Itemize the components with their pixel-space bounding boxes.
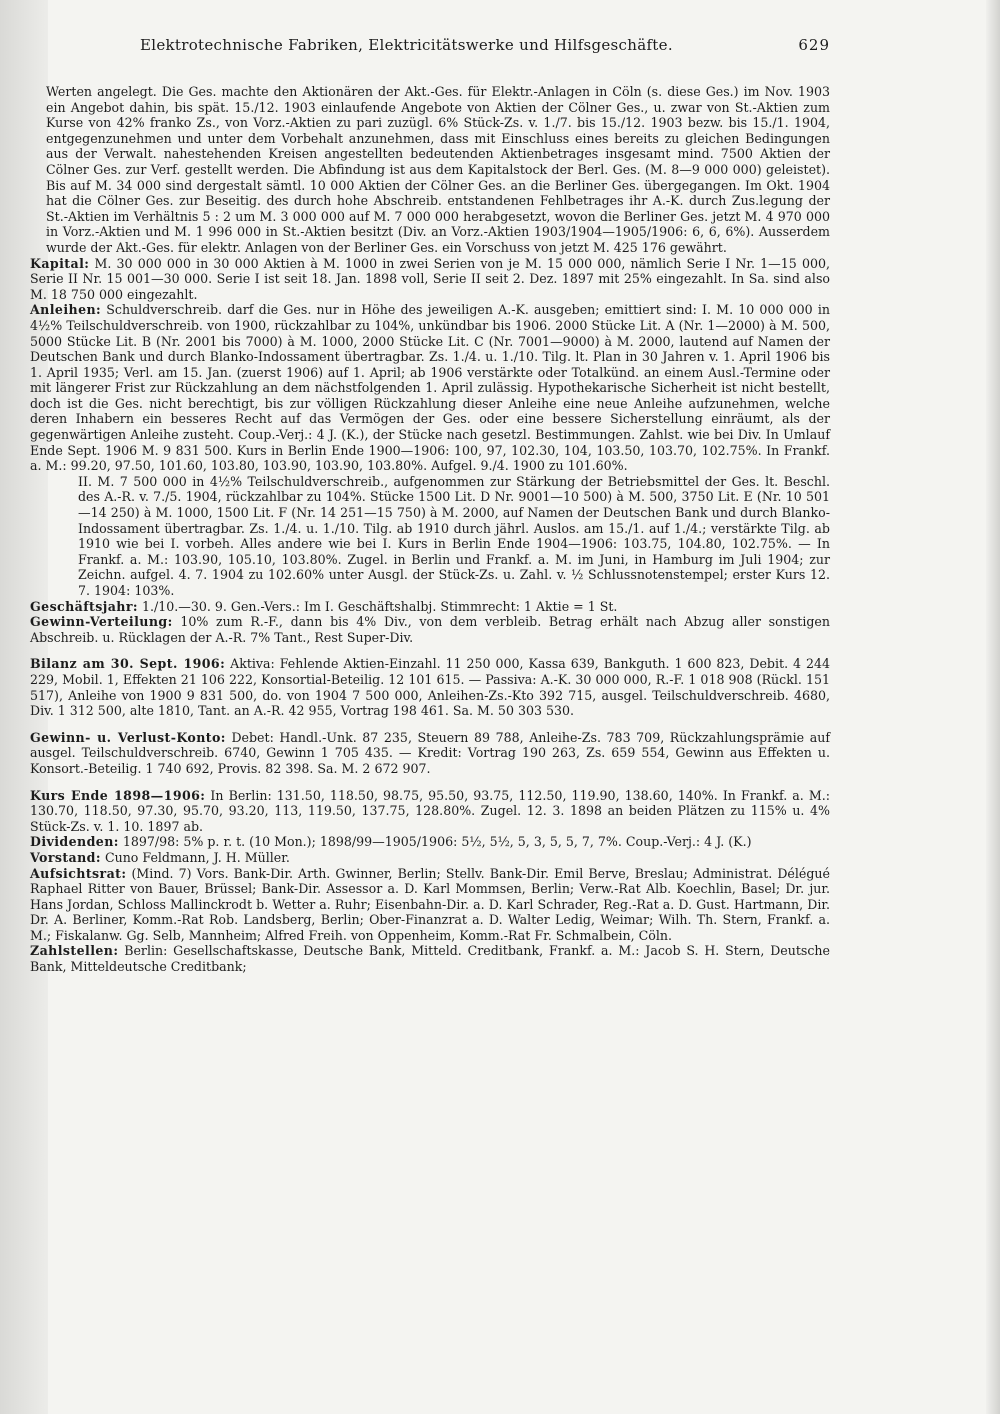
section-label: Anleihen: (30, 302, 102, 318)
paragraph (30, 614, 830, 645)
section-label: Gewinn-Verteilung: (30, 614, 173, 630)
paragraph-text: Aktiva: Fehlende Aktien-Einzahl. 11 250 000, Kassa 639, Bankguth. 1 600 823, Debit. 4 244 229, Mobil. 1, Effekten 21 106 222, Konsortial-Beteilig. 12 101 615. — Passiva: A.-K. 30 000 000, R.-F. 1 018 908 (Rückl. 151 517), Anleihe von 1900 9 831 500, do. von 1904 7 500 000, Anleihen-Zs.-Kto 392 715, ausgel. Teilschuldverschreib. 4680, Div. 1 312 500, alte 1810, Tant. an A.-R. 42 955, Vortrag 198 461. Sa. M. 50 303 530. (30, 656, 830, 719)
paragraph (30, 84, 830, 256)
paragraph (30, 850, 830, 866)
paragraph-text: 1./10.—30. 9. Gen.-Vers.: Im I. Geschäftshalbj. Stimmrecht: 1 Aktie = 1 St. (141, 598, 618, 614)
paragraph (30, 943, 830, 974)
paragraph (30, 730, 830, 777)
page-number: 629 (798, 36, 830, 54)
paragraph (30, 256, 830, 303)
section-label: Aufsichtsrat: (30, 865, 127, 881)
section-label: Bilanz am 30. Sept. 1906: (30, 656, 226, 672)
paragraph-text: Berlin: Gesellschaftskasse, Deutsche Bank, Mitteld. Creditbank, Frankf. a. M.: Jacob S. H. Stern, Deutsche Bank, Mitteldeutsche Creditbank; (30, 943, 830, 975)
paragraph-text: Schuldverschreib. darf die Ges. nur in Höhe des jeweiligen A.-K. ausgeben; emittiert sind: I. M. 10 000 000 in 4½% Teilschuldverschreib. von 1900, rückzahlbar zu 104%, unkündbar bis 1906. 2000 Stücke Lit. A (Nr. 1—2000) à M. 500, 5000 Stücke Lit. B (Nr. 2001 bis 7000) à M. 1000, 2000 Stücke Lit. C (Nr. 7001—9000) à M. 2000, lautend auf Namen der Deutschen Bank und durch Blanko-Indossament übertragbar. Zs. 1./4. u. 1./10. Tilg. lt. Plan in 30 Jahren v. 1. April 1906 bis 1. April 1935; Verl. am 15. Jan. (zuerst 1906) auf 1. April; ab 1906 verstärkte oder Totalkünd. an einem Ausl.-Termine oder mit längerer Frist zur Rückzahlung an dem nächstfolgenden 1. April zulässig. Hypothekarische Sicherheit ist nicht bestellt, doch ist die Ges. nicht berechtigt, bis zur völligen Rückzahlung dieser Anleihe eine neue Anleihe aufzunehmen, welche deren Inhabern ein besseres Recht auf das Vermögen der Ges. oder eine bessere Sicherstellung einräumt, als der gegenwärtigen Anleihe zusteht. Coup.-Verj.: 4 J. (K.), der Stücke nach gesetzl. Bestimmungen. Zahlst. wie bei Div. In Umlauf Ende Sept. 1906 M. 9 831 500. Kurs in Berlin Ende 1900—1906: 100, 97, 102.30, 104, 103.50, 103.70, 102.75%. In Frankf. a. M.: 99.20, 97.50, 101.60, 103.80, 103.90, 103.90, 103.80%. Aufgel. 9./4. 1900 zu 101.60%. (30, 302, 830, 474)
section-label: Geschäftsjahr: (30, 598, 138, 614)
paragraph-text: 10% zum R.-F., dann bis 4% Div., von dem verbleib. Betrag erhält nach Abzug aller sonstigen Abschreib. u. Rücklagen der A.-R. 7% Tant., Rest Super-Div. (30, 614, 830, 645)
paragraph (30, 866, 830, 944)
right-page-edge (986, 0, 1000, 1414)
paragraph-text: M. 30 000 000 in 30 000 Aktien à M. 1000 in zwei Serien von je M. 15 000 000, nämlich Serie I Nr. 1—15 000, Serie II Nr. 15 001—30 000. Serie I ist seit 18. Jan. 1898 voll, Serie II seit 2. Dez. 1897 mit 25% eingezahlt. In Sa. sind also M. 18 750 000 eingezahlt. (30, 255, 830, 302)
header-title: Elektrotechnische Fabriken, Elektricitätswerke und Hilfsgeschäfte. (140, 36, 673, 54)
paragraph (30, 474, 830, 599)
section-label: Kapital: (30, 255, 90, 271)
paragraph-text: II. M. 7 500 000 in 4½% Teilschuldverschreib., aufgenommen zur Stärkung der Betriebsmittel der Ges. lt. Beschl. des A.-R. v. 7./5. 1904, rückzahlbar zu 104%. Stücke 1500 Lit. D Nr. 9001—10 500) à M. 500, 3750 Lit. E (Nr. 10 501—14 250) à M. 1000, 1500 Lit. F (Nr. 14 251—15 750) à M. 2000, auf Namen der Deutschen Bank und durch Blanko-Indossament übertragbar. Zs. 1./4. u. 1./10. Tilg. ab 1910 durch jährl. Auslos. am 15./1. auf 1./4.; verstärkte Tilg. ab 1910 wie bei I. vorbeh. Alles andere wie bei I. Kurs in Berlin Ende 1904—1906: 103.75, 104.80, 102.75%. — In Frankf. a. M.: 103.90, 105.10, 103.80%. Zugel. in Berlin und Frankf. a. M. im Juni, in Hamburg im Juli 1904; zur Zeichn. aufgel. 4. 7. 1904 zu 102.60% unter Ausgl. der Stück-Zs. u. Zahl. v. ½ Schlussnotenstempel; erster Kurs 12. 7. 1904: 103%. (78, 473, 830, 598)
paragraph (30, 656, 830, 718)
body-text (30, 84, 830, 975)
paragraph-text: Werten angelegt. Die Ges. machte den Aktionären der Akt.-Ges. für Elektr.-Anlagen in Cöln (s. diese Ges.) im Nov. 1903 ein Angebot dahin, bis spät. 15./12. 1903 einlaufende Angebote von Aktien der Cölner Ges., u. zwar von St.-Aktien zum Kurse von 42% franko Zs., von Vorz.-Aktien zu pari zuzügl. 6% Stück-Zs. v. 1./7. bis 15./12. 1903 bezw. bis 15./1. 1904, entgegenzunehmen und unter dem Vorbehalt anzunehmen, dass mit Einschluss eines bereits zu gleichen Bedingungen aus der Verwalt. nahestehenden Kreisen angestellten bedeutenden Aktienbetrages insgesamt mind. 7500 Aktien der Cölner Ges. zur Verf. gestellt werden. Die Abfindung ist aus dem Kapitalstock der Berl. Ges. (M. 8—9 000 000) geleistet). Bis auf M. 34 000 sind dergestalt sämtl. 10 000 Aktien der Cölner Ges. an die Berliner Ges. übergegangen. Im Okt. 1904 hat die Cölner Ges. zur Beseitig. des durch hohe Abschreib. entstandenen Fehlbetrages ihr A.-K. durch Zus.legung der St.-Aktien im Verhältnis 5 : 2 um M. 3 000 000 auf M. 7 000 000 herabgesetzt, wovon die Berliner Ges. jetzt M. 4 970 000 in Vorz.-Aktien und M. 1 996 000 in St.-Aktien besitzt (Div. an Vorz.-Aktien 1903/1904—1905/1906: 6, 6, 6%). Ausserdem wurde der Akt.-Ges. für elektr. Anlagen von der Berliner Ges. ein Vorschuss von jetzt M. 425 176 gewährt. (46, 84, 830, 255)
paragraph-text: Cuno Feldmann, J. H. Müller. (104, 849, 290, 865)
section-label: Gewinn- u. Verlust-Konto: (30, 729, 226, 745)
paragraph (30, 834, 830, 850)
paragraph-text: In Berlin: 131.50, 118.50, 98.75, 95.50, 93.75, 112.50, 119.90, 138.60, 140%. In Frankf. a. M.: 130.70, 118.50, 97.30, 95.70, 93.20, 113, 119.50, 137.75, 128.80%. Zugel. 12. 3. 1898 an beiden Plätzen zu 115% u. 4% Stück-Zs. v. 1. 10. 1897 ab. (30, 787, 830, 834)
running-header (140, 36, 830, 54)
paragraph (30, 302, 830, 474)
section-label: Dividenden: (30, 834, 119, 850)
paragraph-text: Debet: Handl.-Unk. 87 235, Steuern 89 788, Anleihe-Zs. 783 709, Rückzahlungsprämie auf ausgel. Teilschuldverschreib. 6740, Gewinn 1 705 435. — Kredit: Vortrag 190 263, Zs. 659 554, Gewinn aus Effekten u. Konsort.-Beteilig. 1 740 692, Provis. 82 398. Sa. M. 2 672 907. (30, 729, 830, 776)
section-label: Zahlstellen: (30, 943, 119, 959)
paragraph (30, 599, 830, 615)
section-label: Kurs Ende 1898—1906: (30, 787, 206, 803)
paragraph (30, 788, 830, 835)
paragraph-text: (Mind. 7) Vors. Bank-Dir. Arth. Gwinner, Berlin; Stellv. Bank-Dir. Emil Berve, Breslau; Administrat. Délégué Raphael Ritter von Bauer, Brüssel; Bank-Dir. Assessor a. D. Karl Mommsen, Berlin; Verw.-Rat Alb. Koechlin, Basel; Dr. jur. Hans Jordan, Schloss Mallinckrodt b. Wetter a. Ruhr; Eisenbahn-Dir. a. D. Karl Schrader, Reg.-Rat a. D. Gust. Hartmann, Dir. Dr. A. Berliner, Komm.-Rat Rob. Landsberg, Berlin; Ober-Finanzrat a. D. Walter Ledig, Weimar; Wilh. Th. Stern, Frankf. a. M.; Fiskalanw. Gg. Selb, Mannheim; Alfred Freih. von Oppenheim, Komm.-Rat Fr. Schmalbein, Cöln. (30, 865, 830, 943)
section-label: Vorstand: (30, 849, 101, 865)
paragraph-text: 1897/98: 5% p. r. t. (10 Mon.); 1898/99—1905/1906: 5½, 5½, 5, 3, 5, 5, 7, 7%. Coup.-Verj.: 4 J. (K.) (122, 834, 752, 850)
